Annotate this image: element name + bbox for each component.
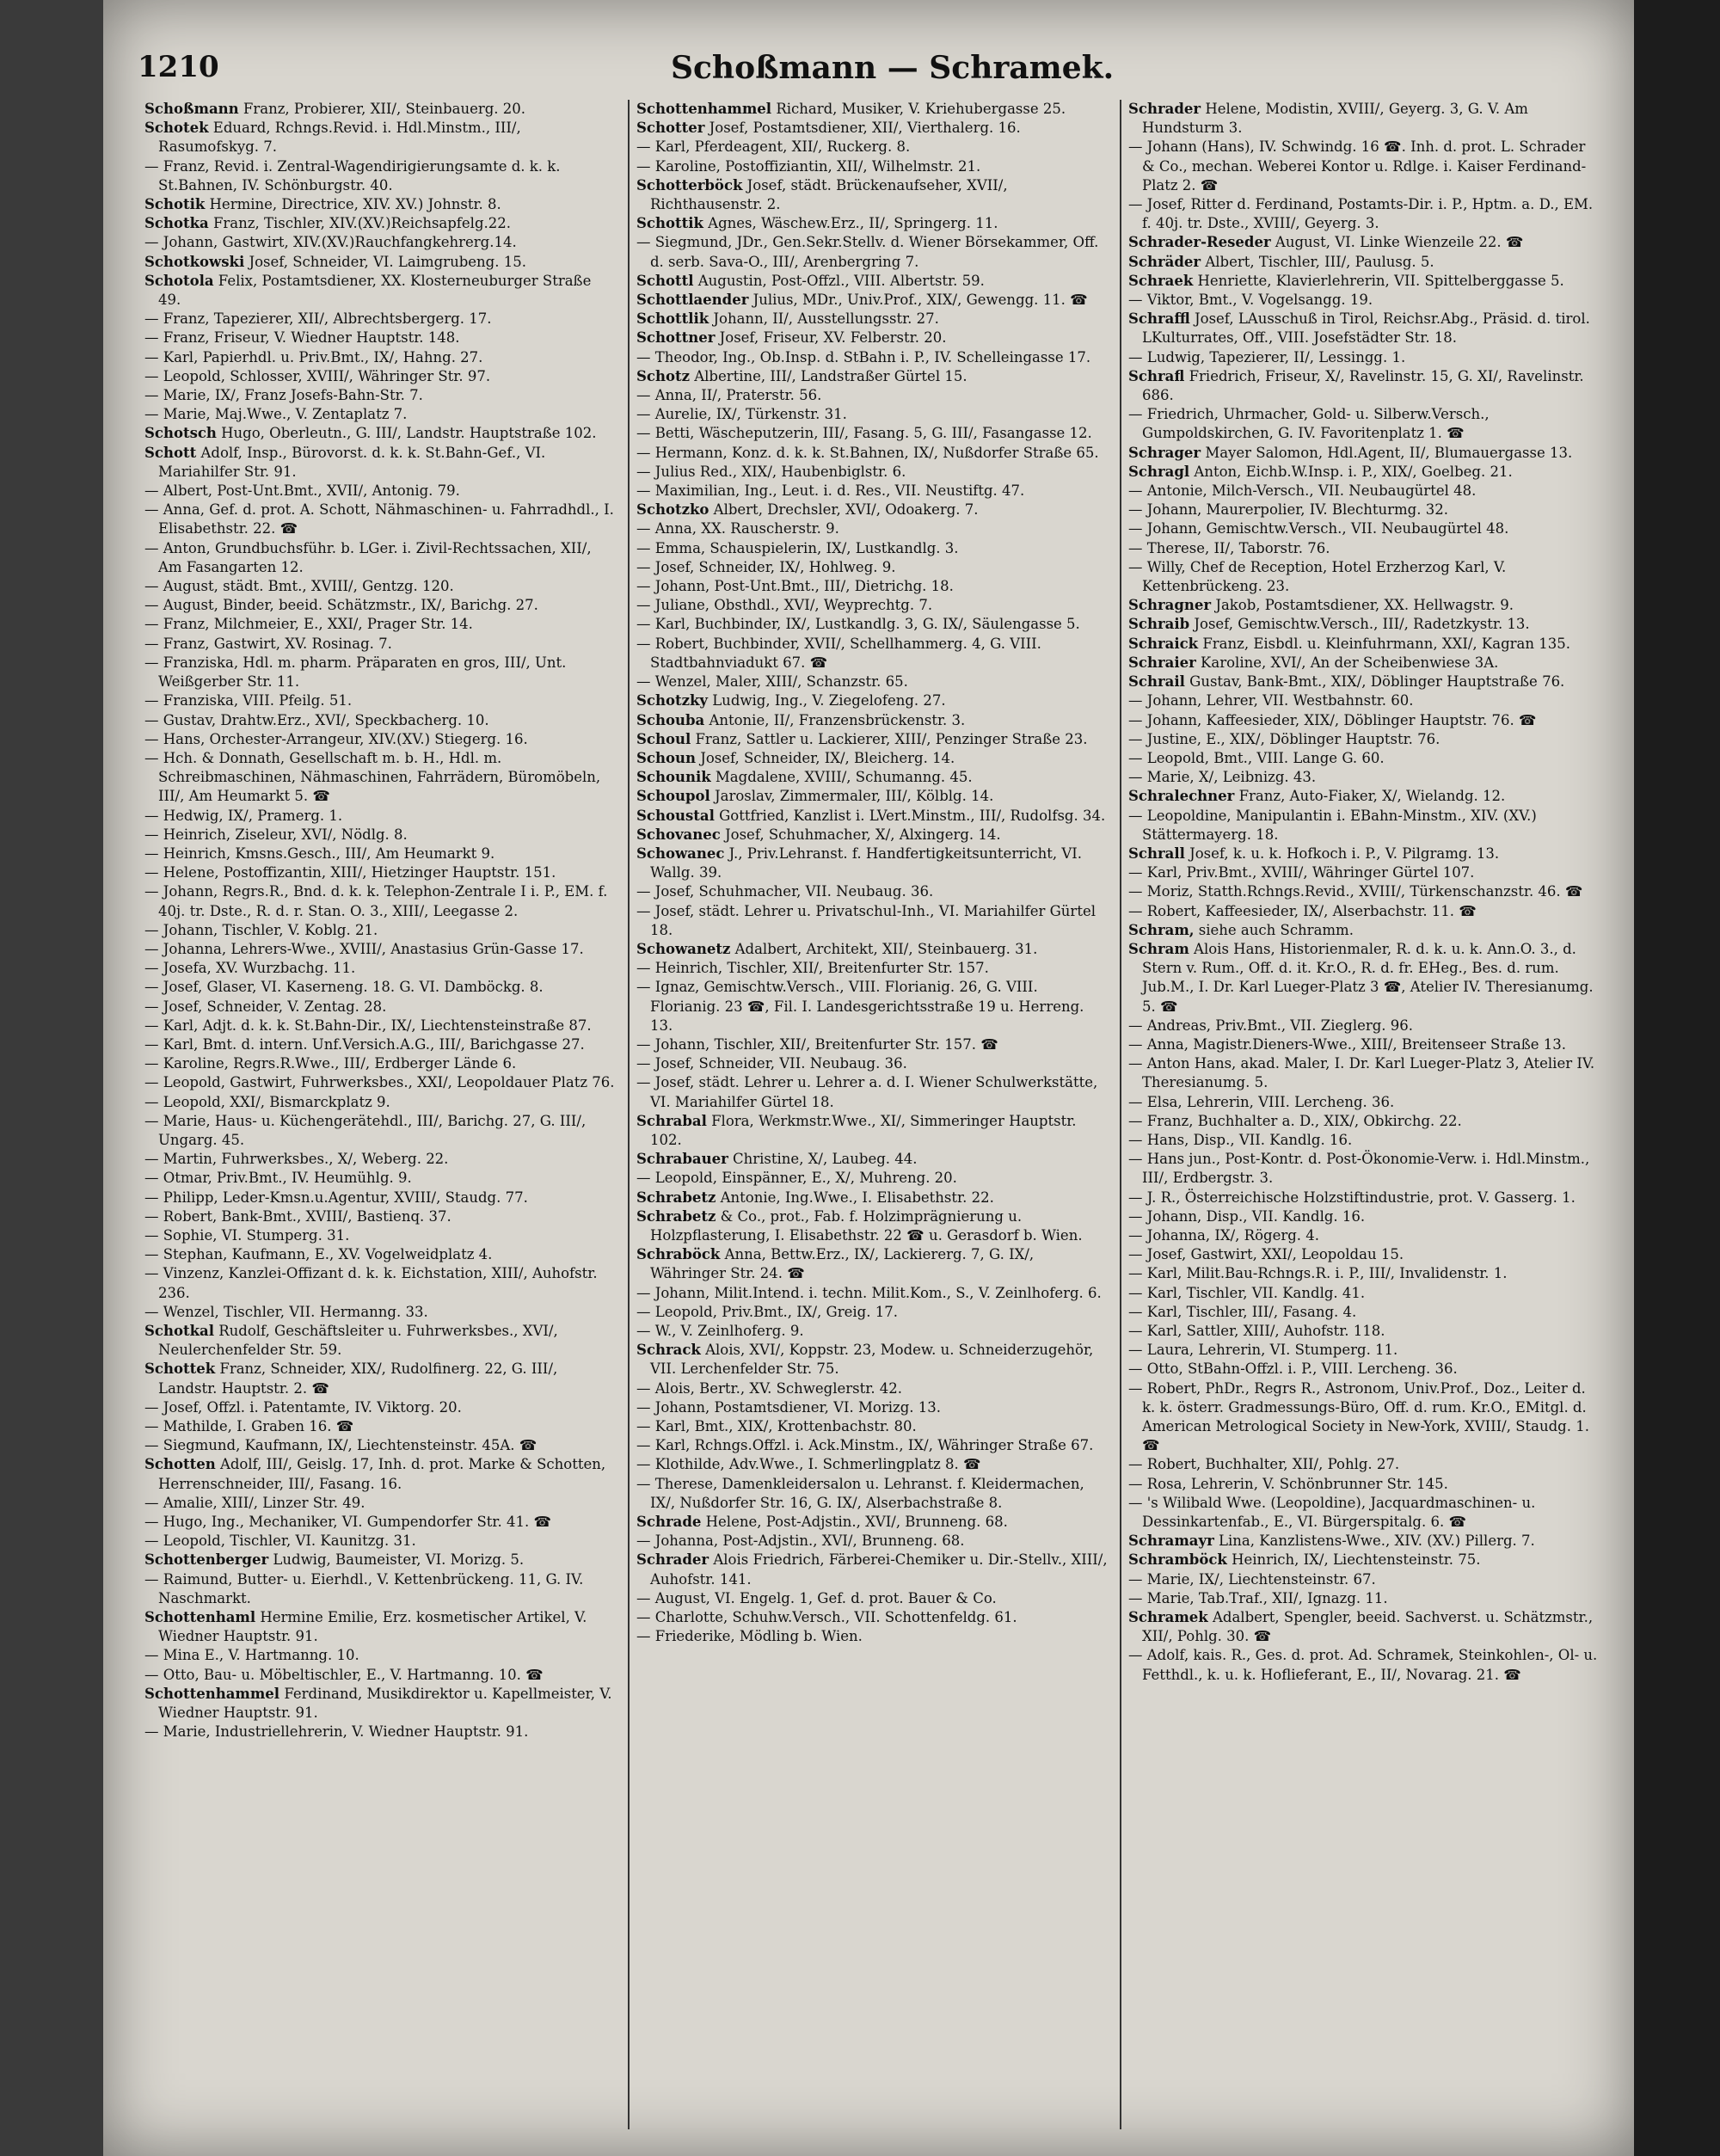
- directory-entry: — Robert, PhDr., Regrs R., Astronom, Univ.Prof., Doz., Leiter d. k. k. österr. Gradmessungs-Büro, Off. d. rum. Kr.O., EMitgl. d. American Metrological Society in New-York, XVIII/, Staudg. 1. ☎: [1128, 1379, 1589, 1454]
- directory-entry: — Karl, Bmt., XIX/, Krottenbachstr. 80.: [636, 1418, 917, 1435]
- directory-entry: Schrader-Reseder August, VI. Linke Wienzeile 22. ☎: [1128, 234, 1524, 251]
- directory-entry: Schottik Agnes, Wäschew.Erz., II/, Springerg. 11.: [636, 215, 998, 232]
- directory-entry: — Theodor, Ing., Ob.Insp. d. StBahn i. P., IV. Schelleingasse 17.: [636, 348, 1091, 365]
- directory-entry: Schoupol Jaroslav, Zimmermaler, III/, Kölblg. 14.: [636, 788, 994, 805]
- directory-entry: — Gustav, Drahtw.Erz., XVI/, Speckbacherg. 10.: [144, 711, 489, 728]
- directory-entry: — Johann, Milit.Intend. i. techn. Milit.Kom., S., V. Zeinlhoferg. 6.: [636, 1284, 1102, 1301]
- directory-entry: — Josef, Glaser, VI. Kaserneng. 18. G. VI. Damböckg. 8.: [144, 979, 544, 996]
- directory-entry: — J. R., Österreichische Holzstiftindustrie, prot. V. Gasserg. 1.: [1128, 1189, 1576, 1206]
- directory-entry: — Karl, Tischler, VII. Kandlg. 41.: [1128, 1284, 1366, 1301]
- directory-entry: Schottner Josef, Friseur, XV. Felberstr. 20.: [636, 329, 947, 347]
- directory-entry: Schramek Adalbert, Spengler, beeid. Sachverst. u. Schätzmstr., XII/, Pohlg. 30. ☎: [1128, 1609, 1594, 1645]
- page-range-title: Schoßmann — Schramek.: [671, 50, 1115, 86]
- directory-entry: — Marie, Maj.Wwe., V. Zentaplatz 7.: [144, 406, 408, 423]
- directory-entry: — Therese, II/, Taborstr. 76.: [1128, 539, 1330, 556]
- directory-entry: — Hch. & Donnath, Gesellschaft m. b. H., Hdl. m. Schreibmaschinen, Nähmaschinen, Fahrrädern, Büromöbeln, III/, Am Heumarkt 5. ☎: [144, 749, 601, 805]
- directory-entry: — Karoline, Postoffiziantin, XII/, Wilhelmstr. 21.: [636, 157, 981, 175]
- directory-entry: Schraick Franz, Eisbdl. u. Kleinfuhrmann, XXI/, Kagran 135.: [1128, 635, 1570, 652]
- directory-entry: — Josef, Schneider, V. Zentag. 28.: [144, 998, 387, 1015]
- directory-entry: — Franz, Gastwirt, XV. Rosinag. 7.: [144, 635, 392, 652]
- directory-entry: Schoul Franz, Sattler u. Lackierer, XIII/, Penzinger Straße 23.: [636, 730, 1088, 747]
- directory-entry: — Therese, Damenkleidersalon u. Lehranst. f. Kleidermachen, IX/, Nußdorfer Str. 16, G. IX/, Alserbachstraße 8.: [636, 1475, 1084, 1511]
- directory-entry: Schotka Franz, Tischler, XIV.(XV.)Reichsapfelg.22.: [144, 215, 512, 232]
- directory-entry: — Wenzel, Tischler, VII. Hermanng. 33.: [144, 1303, 428, 1320]
- directory-entry: — Anton Hans, akad. Maler, I. Dr. Karl Lueger-Platz 3, Atelier IV. Theresianumg. 5.: [1128, 1055, 1595, 1091]
- directory-entry: — Johanna, Lehrers-Wwe., XVIII/, Anastasius Grün-Gasse 17.: [144, 940, 584, 957]
- directory-entry: Schotten Adolf, III/, Geislg. 17, Inh. d. prot. Marke & Schotten, Herrenschneider, III/, Fasang. 16.: [144, 1456, 606, 1492]
- directory-entry: — Johann, Postamtsdiener, VI. Morizg. 13.: [636, 1398, 942, 1416]
- directory-entry: Schrader Alois Friedrich, Färberei-Chemiker u. Dir.-Stellv., XIII/, Auhofstr. 141.: [636, 1551, 1108, 1588]
- directory-entry: Schott Adolf, Insp., Bürovorst. d. k. k. St.Bahn-Gef., VI. Mariahilfer Str. 91.: [144, 444, 546, 480]
- directory-entry: — Heinrich, Tischler, XII/, Breitenfurter Str. 157.: [636, 960, 989, 977]
- directory-entry: — Martin, Fuhrwerksbes., X/, Weberg. 22.: [144, 1151, 449, 1168]
- directory-entry: Schotola Felix, Postamtsdiener, XX. Klosterneuburger Straße 49.: [144, 272, 592, 309]
- directory-entry: Schottenhammel Ferdinand, Musikdirektor u. Kapellmeister, V. Wiedner Hauptstr. 91.: [144, 1685, 612, 1722]
- directory-entry: — Laura, Lehrerin, VI. Stumperg. 11.: [1128, 1342, 1398, 1359]
- directory-entry: — Wenzel, Maler, XIII/, Schanzstr. 65.: [636, 673, 908, 691]
- directory-entry: — Johann (Hans), IV. Schwindg. 16 ☎. Inh. d. prot. L. Schrader & Co., mechan. Weberei Kontor u. Rdlge. i. Kaiser Ferdinand-Platz 2. ☎: [1128, 138, 1587, 193]
- scan-left-margin: [0, 0, 103, 2156]
- directory-entry: — Mathilde, I. Graben 16. ☎: [144, 1418, 354, 1435]
- directory-entry: Schouba Antonie, II/, Franzensbrückenstr. 3.: [636, 711, 966, 728]
- directory-entry: — Johann, Gastwirt, XIV.(XV.)Rauchfangkehrerg.14.: [144, 234, 517, 251]
- directory-entry: — Charlotte, Schuhw.Versch., VII. Schottenfeldg. 61.: [636, 1609, 1017, 1626]
- directory-entry: — Hans, Disp., VII. Kandlg. 16.: [1128, 1131, 1353, 1148]
- directory-entry: — Josef, Offzl. i. Patentamte, IV. Viktorg. 20.: [144, 1398, 462, 1416]
- directory-entry: — Otmar, Priv.Bmt., IV. Heumühlg. 9.: [144, 1170, 412, 1187]
- directory-entry: Schowanetz Adalbert, Architekt, XII/, Steinbauerg. 31.: [636, 940, 1038, 957]
- directory-entry: — Anna, Magistr.Dieners-Wwe., XIII/, Breitenseer Straße 13.: [1128, 1035, 1566, 1053]
- directory-entry: — Franz, Friseur, V. Wiedner Hauptstr. 148.: [144, 329, 460, 347]
- directory-entry: — Robert, Buchhalter, XII/, Pohlg. 27.: [1128, 1456, 1400, 1473]
- directory-entry: Schovanec Josef, Schuhmacher, X/, Alxingerg. 14.: [636, 826, 1001, 843]
- directory-entry: — Johanna, IX/, Rögerg. 4.: [1128, 1226, 1320, 1244]
- directory-entry: — Josef, Ritter d. Ferdinand, Postamts-Dir. i. P., Hptm. a. D., EM. f. 40j. tr. Dste., XVIII/, Geyerg. 3.: [1128, 196, 1594, 232]
- directory-entry: — Maximilian, Ing., Leut. i. d. Res., VII. Neustiftg. 47.: [636, 482, 1025, 500]
- directory-entry: Schottlik Johann, II/, Ausstellungsstr. 27.: [636, 310, 939, 328]
- directory-entry: — Rosa, Lehrerin, V. Schönbrunner Str. 145.: [1128, 1475, 1448, 1492]
- directory-entry: Schottl Augustin, Post-Offzl., VIII. Albertstr. 59.: [636, 272, 985, 289]
- directory-entry: — Franz, Milchmeier, E., XXI/, Prager Str. 14.: [144, 616, 473, 633]
- directory-entry: Schottenhaml Hermine Emilie, Erz. kosmetischer Artikel, V. Wiedner Hauptstr. 91.: [144, 1609, 587, 1645]
- directory-entry: — Juliane, Obsthdl., XVI/, Weyprechtg. 7.: [636, 597, 933, 614]
- directory-entry: — Karl, Sattler, XIII/, Auhofstr. 118.: [1128, 1323, 1385, 1339]
- directory-entry: Schram, siehe auch Schramm.: [1128, 921, 1354, 938]
- directory-entry: — Johann, Kaffeesieder, XIX/, Döblinger Hauptstr. 76. ☎: [1128, 711, 1537, 728]
- directory-entry: — Josef, städt. Lehrer u. Privatschul-Inh., VI. Mariahilfer Gürtel 18.: [636, 902, 1096, 938]
- directory-entry: — Justine, E., XIX/, Döblinger Hauptstr. 76.: [1128, 730, 1440, 747]
- directory-entry: — Marie, Tab.Traf., XII/, Ignazg. 11.: [1128, 1589, 1388, 1606]
- directory-entry: — Karl, Milit.Bau-Rchngs.R. i. P., III/, Invalidenstr. 1.: [1128, 1265, 1508, 1282]
- directory-entry: — Karl, Priv.Bmt., XVIII/, Währinger Gürtel 107.: [1128, 864, 1475, 881]
- directory-entry: — Willy, Chef de Reception, Hotel Erzherzog Karl, V. Kettenbrückeng. 23.: [1128, 558, 1507, 595]
- directory-entry: Schottenhammel Richard, Musiker, V. Kriehubergasse 25.: [636, 101, 1066, 117]
- directory-entry: — Klothilde, Adv.Wwe., I. Schmerlingplatz 8. ☎: [636, 1456, 981, 1473]
- directory-entry: Schraier Karoline, XVI/, An der Scheibenwiese 3A.: [1128, 654, 1499, 671]
- directory-entry: — Karl, Adjt. d. k. k. St.Bahn-Dir., IX/, Liechtensteinstraße 87.: [144, 1017, 592, 1034]
- directory-entry: — Robert, Buchbinder, XVII/, Schellhammerg. 4, G. VIII. Stadtbahnviadukt 67. ☎: [636, 635, 1041, 671]
- directory-entry: Schrabauer Christine, X/, Laubeg. 44.: [636, 1151, 918, 1168]
- directory-entry: — Helene, Postoffizantin, XIII/, Hietzinger Hauptstr. 151.: [144, 864, 556, 881]
- directory-entry: — Johanna, Post-Adjstin., XVI/, Brunneng. 68.: [636, 1533, 965, 1550]
- directory-entry: — Amalie, XIII/, Linzer Str. 49.: [144, 1494, 366, 1511]
- directory-entry: Schragner Jakob, Postamtsdiener, XX. Hellwagstr. 9.: [1128, 597, 1514, 614]
- directory-entry: Schrail Gustav, Bank-Bmt., XIX/, Döblinger Hauptstraße 76.: [1128, 673, 1565, 691]
- directory-entry: Schoßmann Franz, Probierer, XII/, Steinbauerg. 20.: [144, 101, 526, 117]
- directory-entry: — Johann, Disp., VII. Kandlg. 16.: [1128, 1207, 1366, 1225]
- directory-entry: Schotek Eduard, Rchngs.Revid. i. Hdl.Minstm., III/, Rasumofskyg. 7.: [144, 120, 521, 156]
- directory-entry: Schotsch Hugo, Oberleutn., G. III/, Landstr. Hauptstraße 102.: [144, 425, 597, 442]
- directory-entry: — Anton, Grundbuchsführ. b. LGer. i. Zivil-Rechtssachen, XII/, Am Fasangarten 12.: [144, 539, 592, 575]
- directory-entry: — Albert, Post-Unt.Bmt., XVII/, Antonig. 79.: [144, 482, 460, 500]
- directory-entry: — Hugo, Ing., Mechaniker, VI. Gumpendorfer Str. 41. ☎: [144, 1514, 552, 1531]
- directory-entry: — Leopold, Schlosser, XVIII/, Währinger Str. 97.: [144, 367, 491, 384]
- directory-entry: — Josef, städt. Lehrer u. Lehrer a. d. I. Wiener Schulwerkstätte, VI. Mariahilfer Gürtel 18.: [636, 1074, 1098, 1110]
- directory-entry: Schraib Josef, Gemischtw.Versch., III/, Radetzkystr. 13.: [1128, 616, 1530, 633]
- directory-entry: — Franziska, VIII. Pfeilg. 51.: [144, 692, 353, 709]
- directory-entry: — Heinrich, Kmsns.Gesch., III/, Am Heumarkt 9.: [144, 845, 495, 862]
- directory-entry: — Mina E., V. Hartmanng. 10.: [144, 1647, 359, 1664]
- directory-entry: — Adolf, kais. R., Ges. d. prot. Ad. Schramek, Steinkohlen-, Ol- u. Fetthdl., k. u. k. Hoflieferant, E., II/, Novarag. 21. ☎: [1128, 1647, 1598, 1683]
- column-2: [628, 100, 1108, 2129]
- directory-entry: — Leopold, Tischler, VI. Kaunitzg. 31.: [144, 1533, 416, 1550]
- directory-entry: — Betti, Wäscheputzerin, III/, Fasang. 5, G. III/, Fasangasse 12.: [636, 425, 1092, 442]
- directory-entry: Schoun Josef, Schneider, IX/, Bleicherg. 14.: [636, 749, 955, 766]
- directory-entry: — Anna, Gef. d. prot. A. Schott, Nähmaschinen- u. Fahrradhdl., I. Elisabethstr. 22. ☎: [144, 501, 614, 537]
- directory-entry: — Franziska, Hdl. m. pharm. Präparaten en gros, III/, Unt. Weißgerber Str. 11.: [144, 654, 567, 691]
- page-number: 1210: [138, 50, 219, 84]
- directory-entry: — Karl, Pferdeagent, XII/, Ruckerg. 8.: [636, 138, 911, 156]
- directory-entry: — Karl, Tischler, III/, Fasang. 4.: [1128, 1303, 1357, 1320]
- directory-entry: — Johann, Post-Unt.Bmt., III/, Dietrichg. 18.: [636, 578, 954, 595]
- directory-entry: — Hans, Orchester-Arrangeur, XIV.(XV.) Stiegerg. 16.: [144, 730, 528, 747]
- directory-entry: Schralechner Franz, Auto-Fiaker, X/, Wielandg. 12.: [1128, 788, 1506, 805]
- directory-entry: — Karl, Rchngs.Offzl. i. Ack.Minstm., IX/, Währinger Straße 67.: [636, 1437, 1094, 1454]
- directory-entry: — Siegmund, JDr., Gen.Sekr.Stellv. d. Wiener Börsekammer, Off. d. serb. Sava-O., III/, Arenbergring 7.: [636, 234, 1099, 270]
- directory-entry: Schottlaender Julius, MDr., Univ.Prof., XIX/, Gewengg. 11. ☎: [636, 292, 1088, 309]
- directory-entry: Schotkowski Josef, Schneider, VI. Laimgrubeng. 15.: [144, 253, 526, 270]
- directory-entry: — Elsa, Lehrerin, VIII. Lercheng. 36.: [1128, 1093, 1395, 1110]
- directory-entry: — 's Wilibald Wwe. (Leopoldine), Jacquardmaschinen- u. Dessinkartenfab., E., VI. Bürgerspitalg. 6. ☎: [1128, 1494, 1536, 1531]
- directory-entry: Schrade Helene, Post-Adjstin., XVI/, Brunneng. 68.: [636, 1514, 1008, 1531]
- directory-entry: — Hedwig, IX/, Pramerg. 1.: [144, 807, 343, 824]
- directory-columns: [138, 100, 1600, 2129]
- column-1: [138, 100, 616, 2129]
- directory-entry: Schramayr Lina, Kanzlistens-Wwe., XIV. (XV.) Pillerg. 7.: [1128, 1533, 1535, 1550]
- directory-entry: — Karoline, Regrs.R.Wwe., III/, Erdberger Lände 6.: [144, 1055, 517, 1072]
- directory-entry: Schram Alois Hans, Historienmaler, R. d. k. u. k. Ann.O. 3., d. Stern v. Rum., Off. d. it. Kr.O., R. d. fr. EHeg., Bes. d. rum. Jub.M., I. Dr. Karl Lueger-Platz 3 ☎, Atelier IV. Theresianumg. 5. ☎: [1128, 940, 1594, 1015]
- directory-entry: — Friedrich, Uhrmacher, Gold- u. Silberw.Versch., Gumpoldskirchen, G. IV. Favoritenplatz 1. ☎: [1128, 406, 1490, 442]
- directory-entry: — Aurelie, IX/, Türkenstr. 31.: [636, 406, 847, 423]
- directory-entry: Schraffl Josef, LAusschuß in Tirol, Reichsr.Abg., Präsid. d. tirol. LKulturrates, Off., VIII. Josefstädter Str. 18.: [1128, 310, 1590, 347]
- directory-entry: — Josef, Schneider, IX/, Hohlweg. 9.: [636, 558, 896, 575]
- directory-entry: — Siegmund, Kaufmann, IX/, Liechtensteinstr. 45A. ☎: [144, 1437, 538, 1454]
- directory-entry: — Johann, Maurerpolier, IV. Blechturmg. 32.: [1128, 501, 1448, 519]
- directory-entry: Schotter Josef, Postamtsdiener, XII/, Vierthalerg. 16.: [636, 120, 1021, 137]
- directory-entry: Schotkal Rudolf, Geschäftsleiter u. Fuhrwerksbes., XVI/, Neulerchenfelder Str. 59.: [144, 1323, 558, 1359]
- directory-entry: — August, Binder, beeid. Schätzmstr., IX/, Barichg. 27.: [144, 597, 538, 614]
- directory-entry: — Viktor, Bmt., V. Vogelsangg. 19.: [1128, 292, 1373, 309]
- directory-entry: — Leopoldine, Manipulantin i. EBahn-Minstm., XIV. (XV.) Stättermayerg. 18.: [1128, 807, 1537, 843]
- directory-entry: — Marie, Haus- u. Küchengerätehdl., III/, Barichg. 27, G. III/, Ungarg. 45.: [144, 1112, 587, 1148]
- directory-entry: — Karl, Buchbinder, IX/, Lustkandlg. 3, G. IX/, Säulengasse 5.: [636, 616, 1080, 633]
- directory-entry: — Friederike, Mödling b. Wien.: [636, 1628, 863, 1645]
- directory-entry: — Josef, Schuhmacher, VII. Neubaug. 36.: [636, 883, 934, 900]
- directory-entry: Schraek Henriette, Klavierlehrerin, VII. Spittelberggasse 5.: [1128, 272, 1564, 289]
- directory-entry: — Robert, Bank-Bmt., XVIII/, Bastienq. 37.: [144, 1207, 452, 1225]
- directory-entry: — Marie, Industriellehrerin, V. Wiedner Hauptstr. 91.: [144, 1723, 529, 1741]
- directory-entry: Schrader Helene, Modistin, XVIII/, Geyerg. 3, G. V. Am Hundsturm 3.: [1128, 101, 1528, 137]
- directory-entry: — August, städt. Bmt., XVIII/, Gentzg. 120.: [144, 578, 454, 595]
- directory-entry: Schragl Anton, Eichb.W.Insp. i. P., XIX/, Goelbeg. 21.: [1128, 463, 1513, 480]
- directory-entry: — Raimund, Butter- u. Eierhdl., V. Kettenbrückeng. 11, G. IV. Naschmarkt.: [144, 1570, 584, 1606]
- scan-right-margin: [1634, 0, 1720, 2156]
- directory-entry: — Johann, Tischler, V. Koblg. 21.: [144, 921, 378, 938]
- directory-entry: — W., V. Zeinlhoferg. 9.: [636, 1323, 804, 1339]
- directory-entry: — Karl, Bmt. d. intern. Unf.Versich.A.G., III/, Barichgasse 27.: [144, 1035, 585, 1053]
- directory-entry: — Vinzenz, Kanzlei-Offizant d. k. k. Eichstation, XIII/, Auhofstr. 236.: [144, 1265, 598, 1301]
- directory-entry: — Antonie, Milch-Versch., VII. Neubaugürtel 48.: [1128, 482, 1477, 500]
- directory-entry: — Johann, Tischler, XII/, Breitenfurter Str. 157. ☎: [636, 1035, 998, 1053]
- directory-entry: — Leopold, Gastwirt, Fuhrwerksbes., XXI/, Leopoldauer Platz 76.: [144, 1074, 615, 1091]
- directory-entry: — Franz, Revid. i. Zentral-Wagendirigierungsamte d. k. k. St.Bahnen, IV. Schönburgstr. 40.: [144, 157, 561, 193]
- directory-entry: Schotz Albertine, III/, Landstraßer Gürtel 15.: [636, 367, 968, 384]
- directory-entry: — August, VI. Engelg. 1, Gef. d. prot. Bauer & Co.: [636, 1589, 997, 1606]
- directory-entry: — Philipp, Leder-Kmsn.u.Agentur, XVIII/, Staudg. 77.: [144, 1189, 528, 1206]
- page-header: [120, 50, 1634, 101]
- directory-entry: — Marie, IX/, Liechtensteinstr. 67.: [1128, 1570, 1376, 1588]
- directory-entry: Schotik Hermine, Directrice, XIV. XV.) Johnstr. 8.: [144, 196, 501, 213]
- column-3: [1120, 100, 1600, 2129]
- directory-entry: — Franz, Buchhalter a. D., XIX/, Obkirchg. 22.: [1128, 1112, 1462, 1129]
- directory-entry: — Josefa, XV. Wurzbachg. 11.: [144, 960, 356, 977]
- directory-entry: — Alois, Bertr., XV. Schweglerstr. 42.: [636, 1379, 903, 1397]
- directory-entry: — Julius Red., XIX/, Haubenbiglstr. 6.: [636, 463, 906, 480]
- directory-entry: Schrafl Friedrich, Friseur, X/, Ravelinstr. 15, G. XI/, Ravelinstr. 686.: [1128, 367, 1584, 404]
- directory-entry: Schottenberger Ludwig, Baumeister, VI. Morizg. 5.: [144, 1551, 525, 1569]
- directory-entry: — Anna, XX. Rauscherstr. 9.: [636, 520, 839, 537]
- directory-entry: — Robert, Kaffeesieder, IX/, Alserbachstr. 11. ☎: [1128, 902, 1477, 919]
- directory-entry: — Andreas, Priv.Bmt., VII. Zieglerg. 96.: [1128, 1017, 1414, 1034]
- directory-entry: — Sophie, VI. Stumperg. 31.: [144, 1226, 350, 1244]
- directory-entry: Schrager Mayer Salomon, Hdl.Agent, II/, Blumauergasse 13.: [1128, 444, 1573, 461]
- directory-entry: Schoustal Gottfried, Kanzlist i. LVert.Minstm., III/, Rudolfsg. 34.: [636, 807, 1106, 824]
- directory-entry: — Hans jun., Post-Kontr. d. Post-Ökonomie-Verw. i. Hdl.Minstm., III/, Erdbergstr. 3.: [1128, 1151, 1590, 1187]
- directory-entry: — Marie, X/, Leibnizg. 43.: [1128, 769, 1317, 786]
- directory-entry: — Franz, Tapezierer, XII/, Albrechtsbergerg. 17.: [144, 310, 492, 328]
- directory-entry: Schrabal Flora, Werkmstr.Wwe., XI/, Simmeringer Hauptstr. 102.: [636, 1112, 1077, 1148]
- directory-entry: Schottek Franz, Schneider, XIX/, Rudolfinerg. 22, G. III/, Landstr. Hauptstr. 2. ☎: [144, 1361, 558, 1397]
- directory-entry: — Ignaz, Gemischtw.Versch., VIII. Florianig. 26, G. VIII. Florianig. 23 ☎, Fil. I. Landesgerichtsstraße 19 u. Herreng. 13.: [636, 979, 1084, 1034]
- directory-entry: — Johann, Gemischtw.Versch., VII. Neubaugürtel 48.: [1128, 520, 1509, 537]
- directory-entry: — Hermann, Konz. d. k. k. St.Bahnen, IX/, Nußdorfer Straße 65.: [636, 444, 1099, 461]
- directory-entry: — Karl, Papierhdl. u. Priv.Bmt., IX/, Hahng. 27.: [144, 348, 483, 365]
- directory-entry: — Leopold, XXI/, Bismarckplatz 9.: [144, 1093, 390, 1110]
- directory-entry: — Ludwig, Tapezierer, II/, Lessingg. 1.: [1128, 348, 1406, 365]
- directory-entry: Schotzko Albert, Drechsler, XVI/, Odoakerg. 7.: [636, 501, 979, 519]
- directory-entry: Schraböck Anna, Bettw.Erz., IX/, Lackiererg. 7, G. IX/, Währinger Str. 24. ☎: [636, 1246, 1035, 1282]
- directory-entry: — Stephan, Kaufmann, E., XV. Vogelweidplatz 4.: [144, 1246, 493, 1263]
- directory-entry: — Leopold, Einspänner, E., X/, Muhreng. 20.: [636, 1170, 957, 1187]
- directory-entry: Schramböck Heinrich, IX/, Liechtensteinstr. 75.: [1128, 1551, 1481, 1569]
- directory-entry: Schotzky Ludwig, Ing., V. Ziegelofeng. 27.: [636, 692, 946, 709]
- directory-entry: — Otto, StBahn-Offzl. i. P., VIII. Lercheng. 36.: [1128, 1361, 1458, 1378]
- directory-entry: — Anna, II/, Praterstr. 56.: [636, 387, 822, 404]
- directory-entry: — Leopold, Bmt., VIII. Lange G. 60.: [1128, 749, 1385, 766]
- directory-entry: — Emma, Schauspielerin, IX/, Lustkandlg. 3.: [636, 539, 959, 556]
- directory-entry: — Moriz, Statth.Rchngs.Revid., XVIII/, Türkenschanzstr. 46. ☎: [1128, 883, 1583, 900]
- directory-entry: — Marie, IX/, Franz Josefs-Bahn-Str. 7.: [144, 387, 423, 404]
- directory-entry: — Otto, Bau- u. Möbeltischler, E., V. Hartmanng. 10. ☎: [144, 1666, 544, 1683]
- directory-entry: — Johann, Regrs.R., Bnd. d. k. k. Telephon-Zentrale I i. P., EM. f. 40j. tr. Dste., R. d. r. Stan. O. 3., XIII/, Leegasse 2.: [144, 883, 608, 919]
- directory-entry: Schotterböck Josef, städt. Brückenaufseher, XVII/, Richthausenstr. 2.: [636, 176, 1008, 213]
- directory-entry: Schräder Albert, Tischler, III/, Paulusg. 5.: [1128, 253, 1434, 270]
- directory-entry: Schrall Josef, k. u. k. Hofkoch i. P., V. Pilgramg. 13.: [1128, 845, 1500, 862]
- directory-entry: — Leopold, Priv.Bmt., IX/, Greig. 17.: [636, 1303, 898, 1320]
- directory-entry: Schounik Magdalene, XVIII/, Schumanng. 45.: [636, 769, 973, 786]
- directory-entry: — Josef, Schneider, VII. Neubaug. 36.: [636, 1055, 907, 1072]
- directory-entry: — Johann, Lehrer, VII. Westbahnstr. 60.: [1128, 692, 1414, 709]
- directory-entry: Schrack Alois, XVI/, Koppstr. 23, Modew. u. Schneiderzugehör, VII. Lerchenfelder Str. 75.: [636, 1342, 1094, 1378]
- directory-entry: — Heinrich, Ziseleur, XVI/, Nödlg. 8.: [144, 826, 408, 843]
- directory-entry: Schrabetz Antonie, Ing.Wwe., I. Elisabethstr. 22.: [636, 1189, 994, 1206]
- directory-entry: Schrabetz & Co., prot., Fab. f. Holzimprägnierung u. Holzpflasterung, I. Elisabethstr. 22 ☎ u. Gerasdorf b. Wien.: [636, 1207, 1083, 1244]
- directory-entry: Schowanec J., Priv.Lehranst. f. Handfertigkeitsunterricht, VI. Wallg. 39.: [636, 845, 1083, 881]
- directory-entry: — Josef, Gastwirt, XXI/, Leopoldau 15.: [1128, 1246, 1404, 1263]
